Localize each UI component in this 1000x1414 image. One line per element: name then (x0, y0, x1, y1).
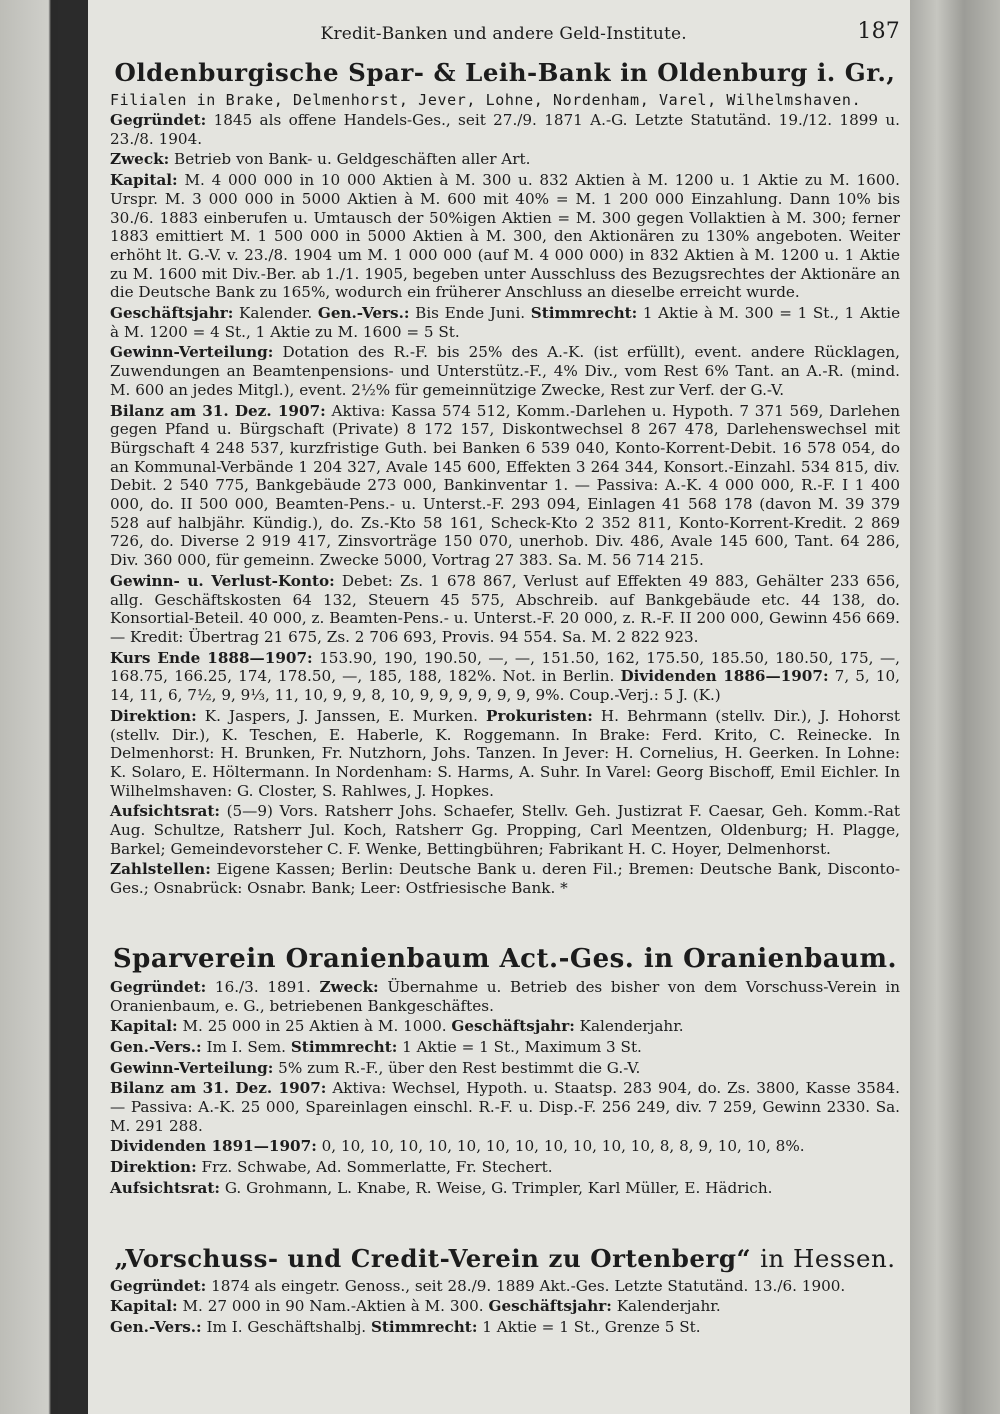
entry-gap (110, 1204, 900, 1230)
entry-title: Sparverein Oranienbaum Act.-Ges. in Oranienbaum. (112, 943, 898, 974)
section-kapital: Kapital: M. 25 000 in 25 Aktien à M. 1000. Geschäftsjahr: Kalenderjahr. (110, 1017, 684, 1036)
entry-title: Oldenburgische Spar- & Leih-Bank in Oldenburg i. Gr., (114, 58, 896, 87)
section-gewinn-verlust: Gewinn- u. Verlust-Konto: Debet: Zs. 1 678 867, Verlust auf Effekten 49 883, Gehälter 233 656, allg. Geschäftskosten 64 132, Steuern 45 575, Abschreib. auf Bankgebäude etc. 44 138, do. Konsortial-Beteil. 40 000, z. Beamten-Pens.- u. Unterst.-F. 20 000, z. R.-F. II 200 000, Gewinn 456 669. — Kredit: Übertrag 21 675, Zs. 2 706 693, Provis. 94 554. Sa. M. 2 822 923. (110, 571, 901, 646)
section-zahlstellen: Zahlstellen: Eigene Kassen; Berlin: Deutsche Bank u. deren Fil.; Bremen: Deutsche Bank, Disconto-Ges.; Osnabrück: Osnabr. Bank; Leer: Ostfriesische Bank. * (110, 860, 900, 898)
section-geschaeftsjahr: Geschäftsjahr: Kalender. Gen.-Vers.: Bis Ende Juni. Stimmrecht: 1 Aktie à M. 300 = 1 St., 1 Aktie à M. 1200 = 4 St., 1 Aktie zu M. 1600 = 5 St. (110, 304, 901, 341)
page-content (110, 16, 900, 1343)
section-aufsichtsrat: Aufsichtsrat: (5—9) Vors. Ratsherr Johs. Schaefer, Stellv. Geh. Justizrat F. Caesar, Geh. Komm.-Rat Aug. Schultze, Ratsherr Jul. Koch, Ratsherr Gg. Propping, Carl Meentzen, Oldenburg; H. Plagge, Barkel; Gemeindevorsteher C. F. Wenke, Bettingbühren; Fabrikant H. C. Hoyer, Delmenhorst. (110, 802, 900, 858)
section-gegruendet: Gegründet: 16./3. 1891. Zweck: Übernahme u. Betrieb des bisher von dem Vorschuss-Verein in Oranienbaum, e. G., betriebenen Bankgeschäftes. (110, 977, 901, 1015)
running-header-title: Kredit-Banken und andere Geld-Institute. (320, 24, 687, 44)
section-gewinn-verteilung: Gewinn-Verteilung: 5% zum R.-F., über den Rest bestimmt die G.-V. (110, 1058, 641, 1077)
section-direktion: Direktion: K. Jaspers, J. Janssen, E. Murken. Prokuristen: H. Behrmann (stellv. Dir.), J. Hohorst (stellv. Dir.), K. Teschen, E. Haberle, K. Roggemann. In Brake: Ferd. Krito, C. Reinecke. In Delmenhorst: H. Brunken, Fr. Nutzhorn, Johs. Tanzen. In Jever: H. Cornelius, H. Geerken. In Lohne: K. Solaro, E. Höltermann. In Nordenham: S. Harms, A. Suhr. In Varel: Georg Bischoff, Emil Eichler. In Wilhelmshaven: G. Closter, S. Rahlwes, J. Hopkes. (110, 706, 901, 800)
entry-gap (110, 904, 900, 930)
section-direktion: Direktion: Frz. Schwabe, Ad. Sommerlatte, Fr. Stechert. (110, 1158, 553, 1177)
entry-oldenburgische-bank (110, 58, 900, 898)
entry-sparverein-oranienbaum (110, 944, 900, 1198)
section-aufsichtsrat: Aufsichtsrat: G. Grohmann, L. Knabe, R. Weise, G. Trimpler, Karl Müller, E. Hädrich. (110, 1178, 773, 1197)
entry-title: „Vorschuss- und Credit-Verein zu Ortenberg“ in Hessen. (114, 1243, 896, 1273)
section-zweck: Zweck: Betrieb von Bank- u. Geldgeschäften aller Art. (110, 150, 531, 169)
running-header (110, 16, 900, 44)
section-kapital: Kapital: M. 4 000 000 in 10 000 Aktien à M. 300 u. 832 Aktien à M. 1200 u. 1 Aktie zu M. 1600. Urspr. M. 3 000 000 in 5000 Aktien à M. 600 mit 40% = M. 1 200 000 Einzahlung. Dann 10% bis 30./6. 1883 einberufen u. Umtausch der 50%igen Aktien = M. 300 gegen Vollaktien à M. 300; ferner 1883 emittiert M. 1 500 000 in 5000 Aktien à M. 300, den Aktionären zu 130% angeboten. Weiter erhöht lt. G.-V. v. 23./8. 1904 um M. 1 000 000 (auf M. 4 000 000) in 832 Aktien à M. 1200 u. 1 Aktie zu M. 1600 mit Div.-Ber. ab 1./1. 1905, begeben unter Ausschluss des Bezugsrechtes der Aktionäre an die Deutsche Bank zu 165%, wodurch ein früherer Anschluss an dieselbe erreicht wurde. (110, 171, 900, 302)
entry-branches: Filialen in Brake, Delmenhorst, Jever, Lohne, Nordenham, Varel, Wilhelmshaven. (110, 91, 862, 109)
section-gen-vers: Gen.-Vers.: Im I. Sem. Stimmrecht: 1 Aktie = 1 St., Maximum 3 St. (110, 1037, 642, 1056)
section-dividenden: Dividenden 1891—1907: 0, 10, 10, 10, 10, 10, 10, 10, 10, 10, 10, 10, 8, 8, 9, 10, 10, 8%. (110, 1137, 805, 1156)
page-number: 187 (857, 19, 900, 44)
document-page (88, 0, 910, 1414)
section-gewinn-verteilung: Gewinn-Verteilung: Dotation des R.-F. bis 25% des A.-K. (ist erfüllt), event. andere Rücklagen, Zuwendungen an Beamtenpensions- und Unterstütz.-F., 4% Div., vom Rest 6% Tant. an A.-R. (mind. M. 600 an jedes Mitgl.), event. 2½% für gemeinnützige Zwecke, Rest zur Verf. der G.-V. (110, 343, 900, 399)
section-gegruendet: Gegründet: 1845 als offene Handels-Ges., seit 27./9. 1871 A.-G. Letzte Statutänd. 19./12. 1899 u. 23./8. 1904. (110, 111, 901, 148)
section-bilanz: Bilanz am 31. Dez. 1907: Aktiva: Kassa 574 512, Komm.-Darlehen u. Hypoth. 7 371 569, Darlehen gegen Pfand u. Bürgschaft (Private) 8 172 157, Diskontwechsel 8 267 478, Darlehenswechsel mit Bürgschaft 4 248 537, kurzfristige Guth. bei Banken 6 539 040, Konto-Korrent-Debit. 16 578 054, do an Kommunal-Verbände 1 204 327, Avale 145 600, Effekten 3 264 344, Konsort.-Einzahl. 534 815, div. Debit. 2 540 775, Bankgebäude 273 000, Bankinventar 1. — Passiva: A.-K. 4 000 000, R.-F. I 1 400 000, do. II 500 000, Beamten-Pens.- u. Unterst.-F. 293 094, Einlagen 41 568 178 (davon M. 39 379 528 auf halbjähr. Kündig.), do. Zs.-Kto 58 161, Scheck-Kto 2 352 811, Konto-Korrent-Kredit. 2 869 726, do. Diverse 2 919 417, Zinsvorträge 150 070, unerhob. Div. 486, Avale 145 600, Tant. 64 286, Div. 360 000, für gemeinn. Zwecke 5000, Vortrag 27 383. Sa. M. 56 714 215. (110, 401, 900, 570)
section-gegruendet: Gegründet: 1874 als eingetr. Genoss., seit 28./9. 1889 Akt.-Ges. Letzte Statutänd. 13./6. 1900. (110, 1276, 846, 1295)
binding-shadow (58, 0, 88, 1414)
right-page-edge (910, 0, 1000, 1414)
section-gen-vers: Gen.-Vers.: Im I. Geschäftshalbj. Stimmrecht: 1 Aktie = 1 St., Grenze 5 St. (110, 1317, 701, 1336)
section-bilanz: Bilanz am 31. Dez. 1907: Aktiva: Wechsel, Hypoth. u. Staatsp. 283 904, do. Zs. 3800, Kasse 3584. — Passiva: A.-K. 25 000, Spareinlagen einschl. R.-F. u. Disp.-F. 256 249, div. 7 259, Gewinn 2330. Sa. M. 291 288. (110, 1079, 900, 1135)
section-kurs: Kurs Ende 1888—1907: 153.90, 190, 190.50, —, —, 151.50, 162, 175.50, 185.50, 180.50, 175, —, 168.75, 166.25, 174, 178.50, —, 185, 188, 182%. Not. in Berlin. Dividenden 1886—1907: 7, 5, 10, 14, 11, 6, 7½, 9, 9⅓, 11, 10, 9, 9, 8, 10, 9, 9, 9, 9, 9, 9, 9%. Coup.-Verj.: 5 J. (K.) (110, 648, 900, 705)
entry-ortenberg (110, 1244, 900, 1337)
section-kapital: Kapital: M. 27 000 in 90 Nam.-Aktien à M. 300. Geschäftsjahr: Kalenderjahr. (110, 1297, 721, 1316)
